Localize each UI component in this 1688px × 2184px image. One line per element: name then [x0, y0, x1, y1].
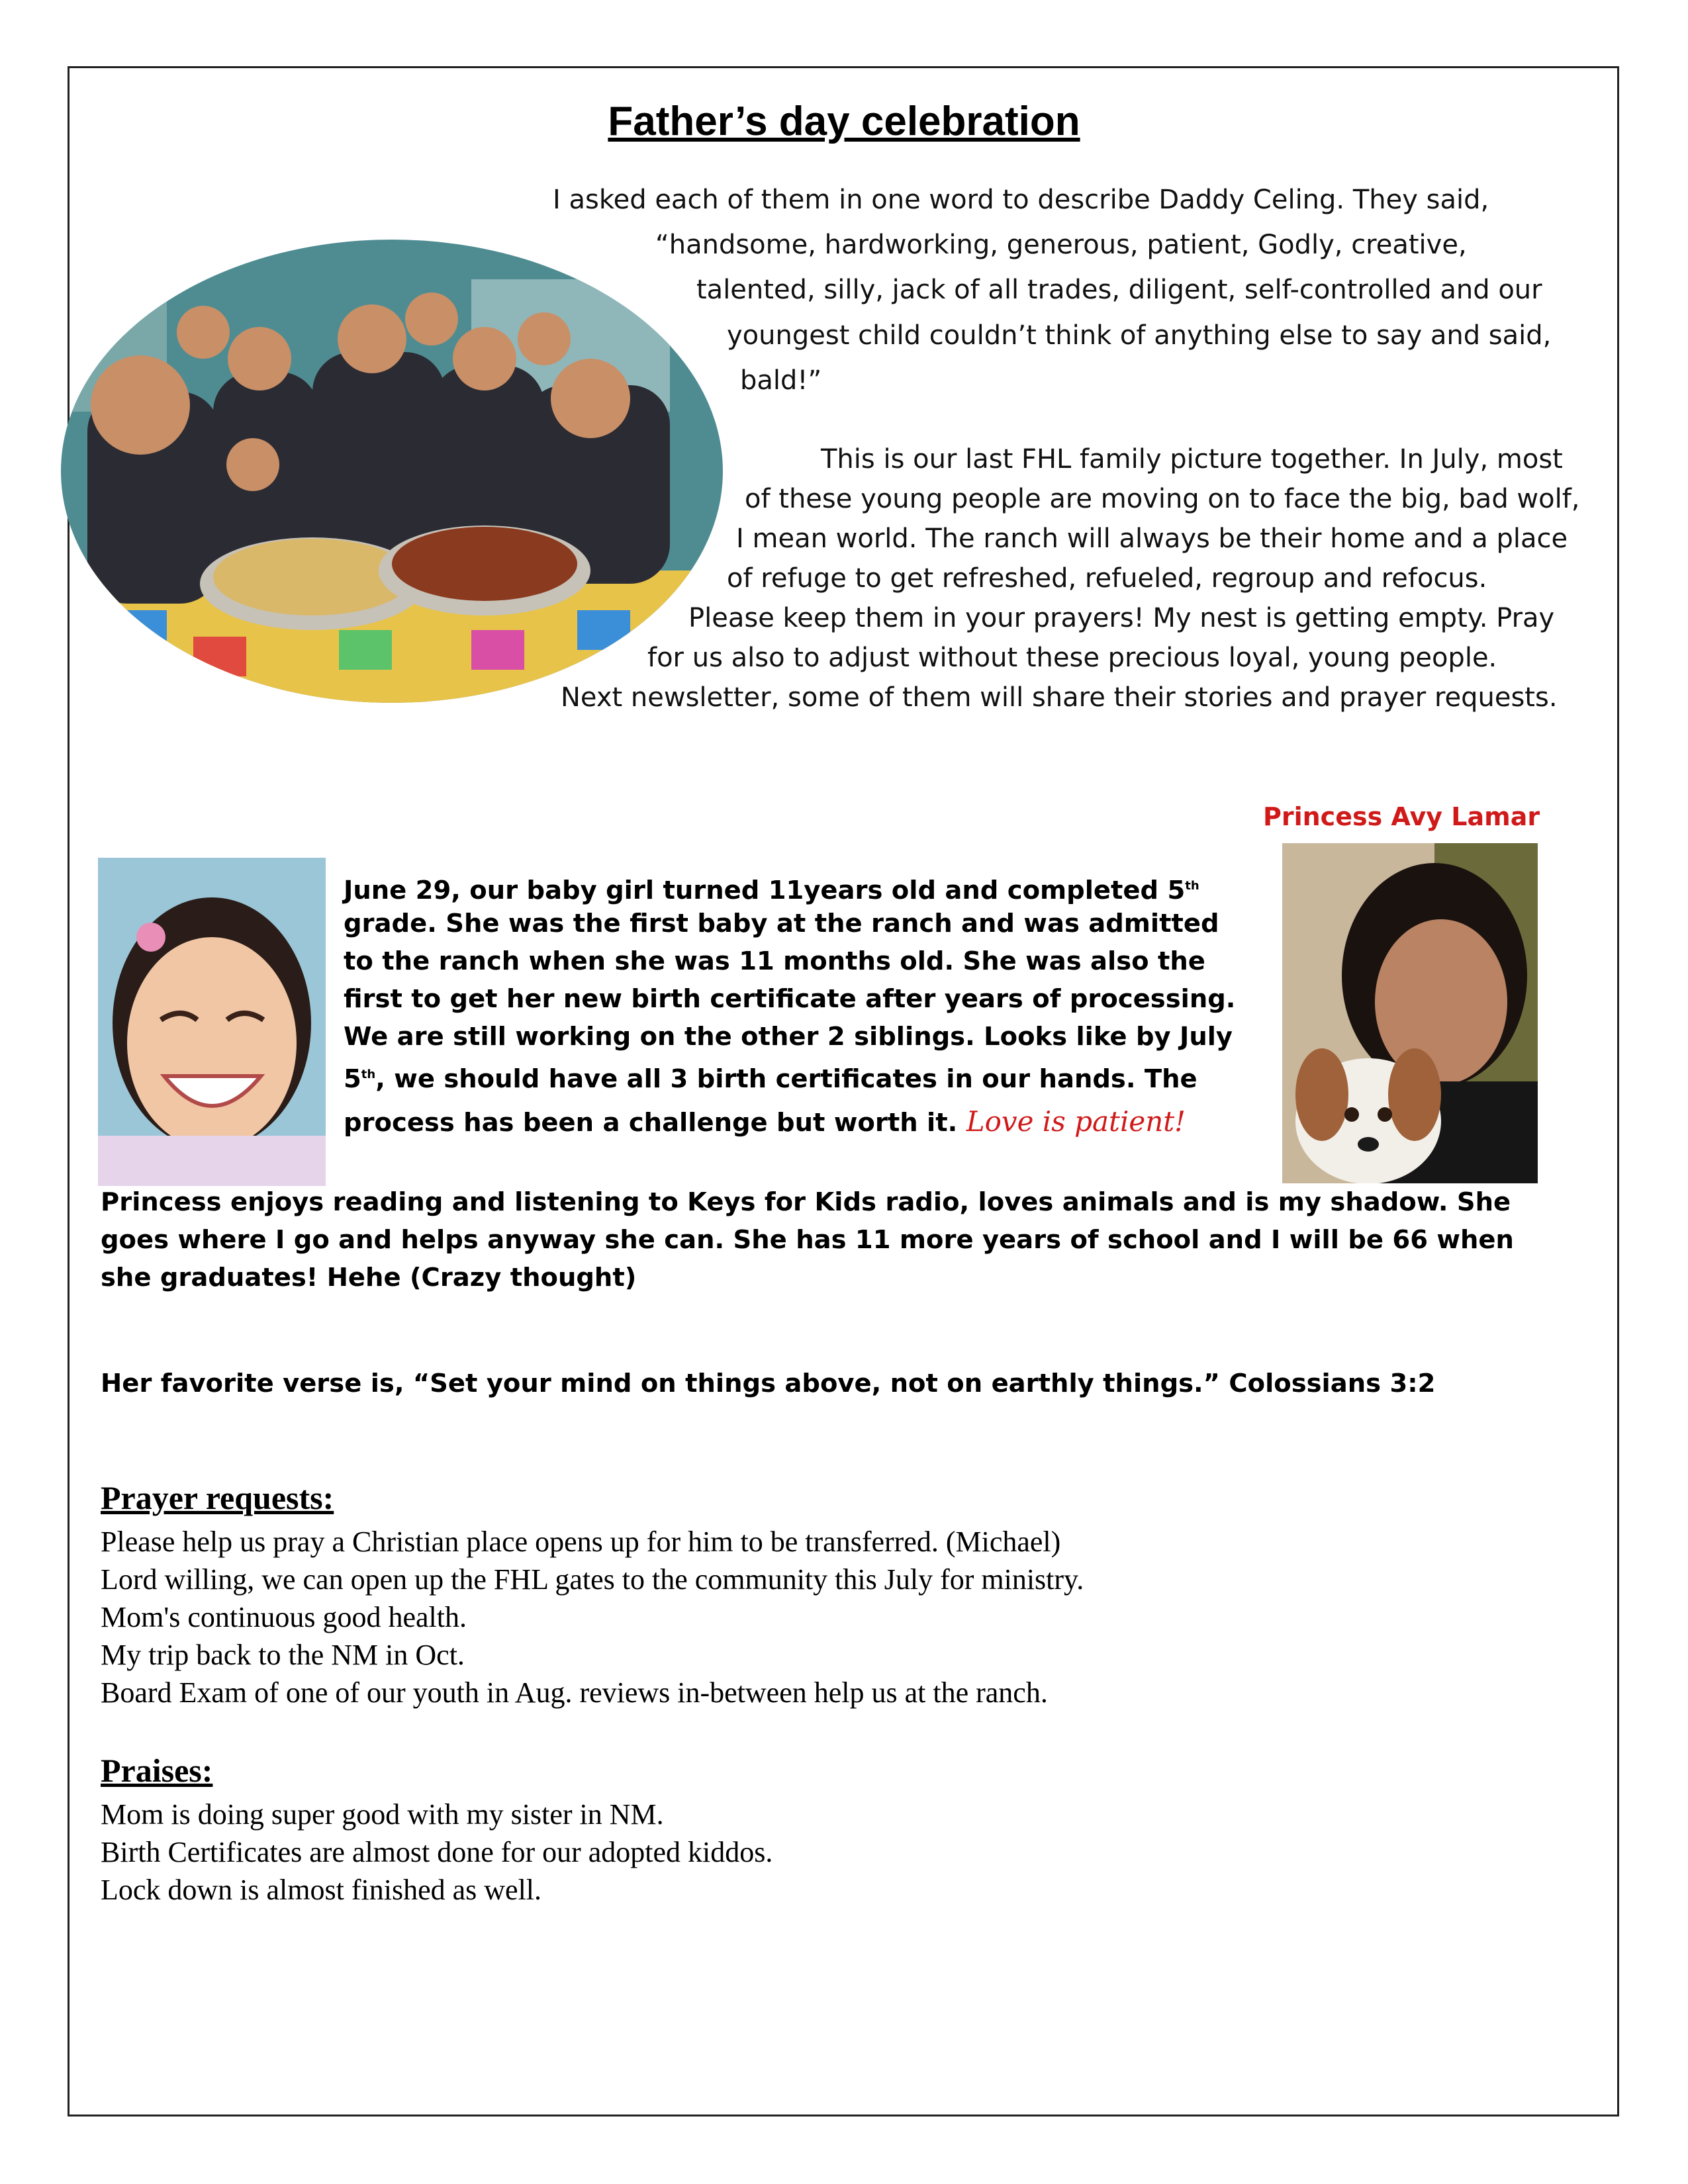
- family-line: for us also to adjust without these precious loyal, young people.: [647, 643, 1497, 673]
- praise-item: Lock down is almost finished as well.: [101, 1874, 542, 1906]
- intro-line: “handsome, hardworking, generous, patient, Godly, creative,: [655, 230, 1467, 260]
- princess-line-text: June 29, our baby girl turned 11years old and completed 5: [344, 875, 1186, 905]
- favorite-verse: Her favorite verse is, “Set your mind on things above, not on earthly things.” Colossians 3:2: [101, 1369, 1436, 1398]
- superscript-th: th: [1185, 879, 1199, 893]
- praises-heading: Praises:: [101, 1752, 213, 1789]
- superscript-th: th: [361, 1068, 376, 1081]
- princess-line: We are still working on the other 2 siblings. Looks like by July: [344, 1022, 1233, 1052]
- prayer-item: Mom's continuous good health.: [101, 1601, 467, 1633]
- family-line: Next newsletter, some of them will share their stories and prayer requests.: [561, 682, 1558, 713]
- family-line: of these young people are moving on to face the big, bad wolf,: [745, 484, 1580, 514]
- prayer-item: My trip back to the NM in Oct.: [101, 1639, 465, 1671]
- princess-line-text: process has been a challenge but worth it.: [344, 1108, 966, 1138]
- princess-baby-photo: [98, 858, 326, 1186]
- princess-line: first to get her new birth certificate after years of processing.: [344, 984, 1236, 1014]
- page-title: Father’s day celebration: [608, 99, 1080, 144]
- family-line: This is our last FHL family picture together. In July, most: [821, 444, 1563, 475]
- enjoy-line: Princess enjoys reading and listening to Keys for Kids radio, loves animals and is my shadow. She: [101, 1187, 1511, 1217]
- intro-line: bald!”: [740, 365, 822, 396]
- praise-item: Birth Certificates are almost done for our adopted kiddos.: [101, 1836, 773, 1868]
- prayer-item: Lord willing, we can open up the FHL gates to the community this July for ministry.: [101, 1563, 1084, 1596]
- intro-line: I asked each of them in one word to describe Daddy Celing. They said,: [553, 185, 1489, 215]
- love-is-patient: Love is patient!: [966, 1105, 1186, 1138]
- intro-line: youngest child couldn’t think of anything else to say and said,: [727, 320, 1552, 351]
- princess-line: [344, 1103, 1186, 1142]
- princess-line: [344, 1056, 1197, 1098]
- princess-line-text: 5: [344, 1064, 361, 1094]
- intro-line: talented, silly, jack of all trades, diligent, self-controlled and our: [696, 275, 1542, 305]
- family-group-photo: [61, 240, 723, 703]
- family-line: Please keep them in your prayers! My nest is getting empty. Pray: [688, 603, 1555, 633]
- prayer-heading: Prayer requests:: [101, 1479, 334, 1516]
- family-line: I mean world. The ranch will always be their home and a place: [736, 523, 1568, 554]
- enjoy-line: she graduates! Hehe (Crazy thought): [101, 1263, 637, 1293]
- princess-line: [344, 867, 1199, 909]
- princess-line: grade. She was the first baby at the ranch and was admitted: [344, 909, 1219, 938]
- princess-puppy-photo: [1282, 843, 1538, 1183]
- prayer-item: Please help us pray a Christian place opens up for him to be transferred. (Michael): [101, 1525, 1061, 1558]
- praise-item: Mom is doing super good with my sister in NM.: [101, 1798, 664, 1831]
- family-line: of refuge to get refreshed, refueled, regroup and refocus.: [727, 563, 1487, 594]
- prayer-item: Board Exam of one of our youth in Aug. reviews in-between help us at the ranch.: [101, 1676, 1048, 1709]
- princess-line-text: , we should have all 3 birth certificates in our hands. The: [375, 1064, 1197, 1094]
- photo-caption: Princess Avy Lamar: [1263, 802, 1540, 831]
- princess-line: to the ranch when she was 11 months old. She was also the: [344, 946, 1205, 976]
- enjoy-line: goes where I go and helps anyway she can. She has 11 more years of school and I will be 66 when: [101, 1225, 1514, 1255]
